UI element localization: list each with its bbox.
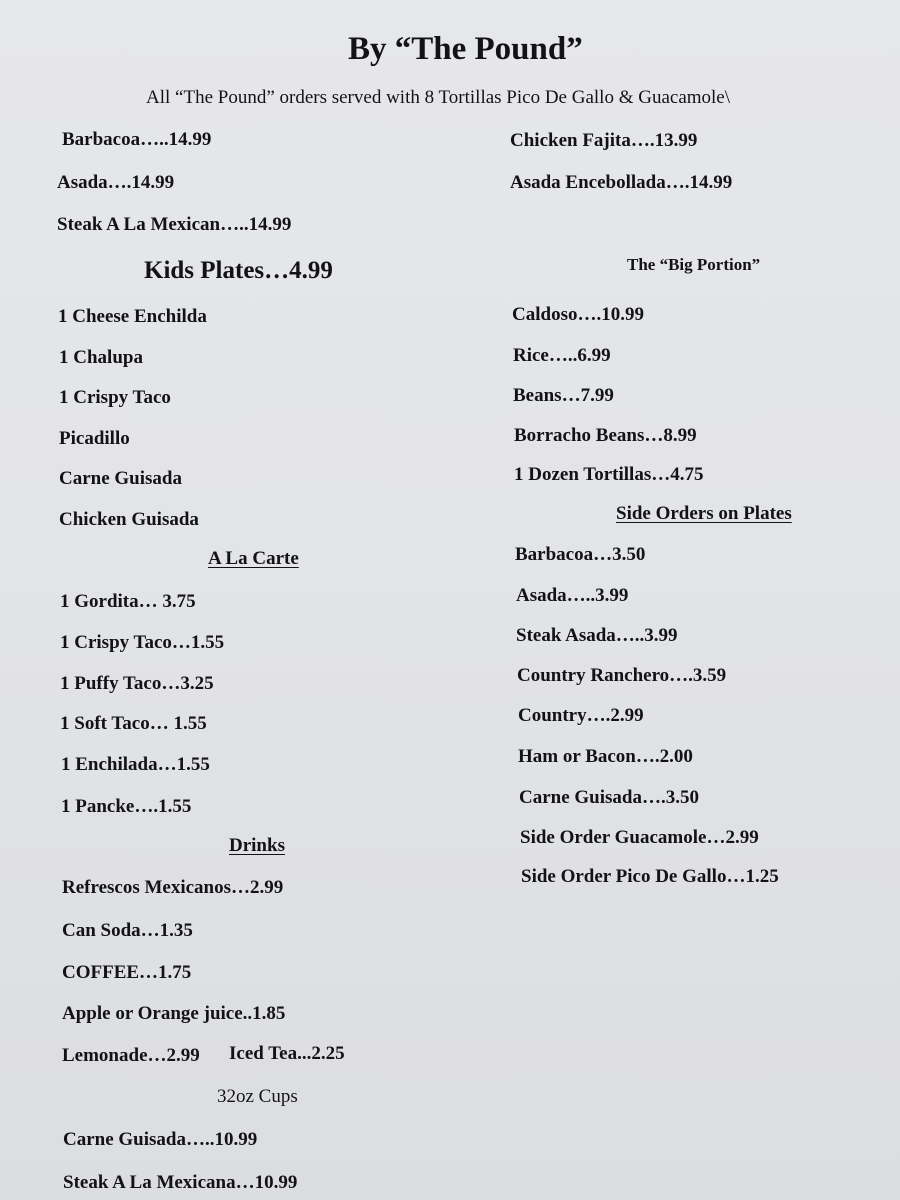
kids-item: Carne Guisada <box>59 468 182 489</box>
pound-item: Steak A La Mexican…..14.99 <box>57 214 292 235</box>
a-la-carte-heading: A La Carte <box>208 548 299 569</box>
pound-item: Barbacoa…..14.99 <box>62 129 212 150</box>
side-order-item: Ham or Bacon….2.00 <box>518 746 693 767</box>
drinks-item-lemonade: Lemonade…2.99 <box>62 1045 200 1066</box>
cups-heading: 32oz Cups <box>217 1086 298 1107</box>
pound-item: Chicken Fajita….13.99 <box>510 130 698 151</box>
side-order-item: Side Order Pico De Gallo…1.25 <box>521 866 779 887</box>
side-order-item: Side Order Guacamole…2.99 <box>520 827 759 848</box>
drinks-item: Can Soda…1.35 <box>62 920 193 941</box>
pound-item: Asada Encebollada….14.99 <box>510 172 733 193</box>
a-la-carte-item: 1 Puffy Taco…3.25 <box>60 673 214 694</box>
kids-item: 1 Cheese Enchilda <box>58 306 207 327</box>
a-la-carte-item: 1 Crispy Taco…1.55 <box>60 632 225 653</box>
cups-item: Carne Guisada…..10.99 <box>63 1129 258 1150</box>
side-order-item: Steak Asada…..3.99 <box>516 625 678 646</box>
kids-item: Picadillo <box>59 428 130 449</box>
side-order-item: Asada…..3.99 <box>516 585 629 606</box>
pound-item: Asada….14.99 <box>57 172 175 193</box>
a-la-carte-item: 1 Gordita… 3.75 <box>60 591 196 612</box>
a-la-carte-item: 1 Soft Taco… 1.55 <box>60 713 207 734</box>
big-portion-item: Beans…7.99 <box>513 385 614 406</box>
big-portion-item: 1 Dozen Tortillas…4.75 <box>514 464 704 485</box>
a-la-carte-item: 1 Enchilada…1.55 <box>61 754 210 775</box>
kids-plates-heading: Kids Plates…4.99 <box>144 257 333 284</box>
big-portion-heading: The “Big Portion” <box>627 255 761 274</box>
side-order-item: Barbacoa…3.50 <box>515 544 646 565</box>
page-subtitle: All “The Pound” orders served with 8 Tortillas Pico De Gallo & Guacamole\ <box>146 87 731 108</box>
page-title: By “The Pound” <box>348 31 583 67</box>
drinks-item: Refrescos Mexicanos…2.99 <box>62 877 284 898</box>
big-portion-item: Borracho Beans…8.99 <box>514 425 697 446</box>
drinks-item-iced-tea: Iced Tea...2.25 <box>229 1043 345 1064</box>
side-order-item: Country….2.99 <box>518 705 644 726</box>
side-order-item: Country Ranchero….3.59 <box>517 665 727 686</box>
kids-item: Chicken Guisada <box>59 509 199 530</box>
drinks-item: Apple or Orange juice..1.85 <box>62 1003 286 1024</box>
side-orders-heading: Side Orders on Plates <box>616 503 792 524</box>
big-portion-item: Rice…..6.99 <box>513 345 611 366</box>
cups-item: Steak A La Mexicana…10.99 <box>63 1172 298 1193</box>
drinks-item: COFFEE…1.75 <box>62 962 192 983</box>
big-portion-item: Caldoso….10.99 <box>512 304 644 325</box>
kids-item: 1 Chalupa <box>59 347 143 368</box>
a-la-carte-item: 1 Pancke….1.55 <box>61 796 192 817</box>
side-order-item: Carne Guisada….3.50 <box>519 787 699 808</box>
drinks-heading: Drinks <box>229 835 285 856</box>
kids-item: 1 Crispy Taco <box>59 387 171 408</box>
